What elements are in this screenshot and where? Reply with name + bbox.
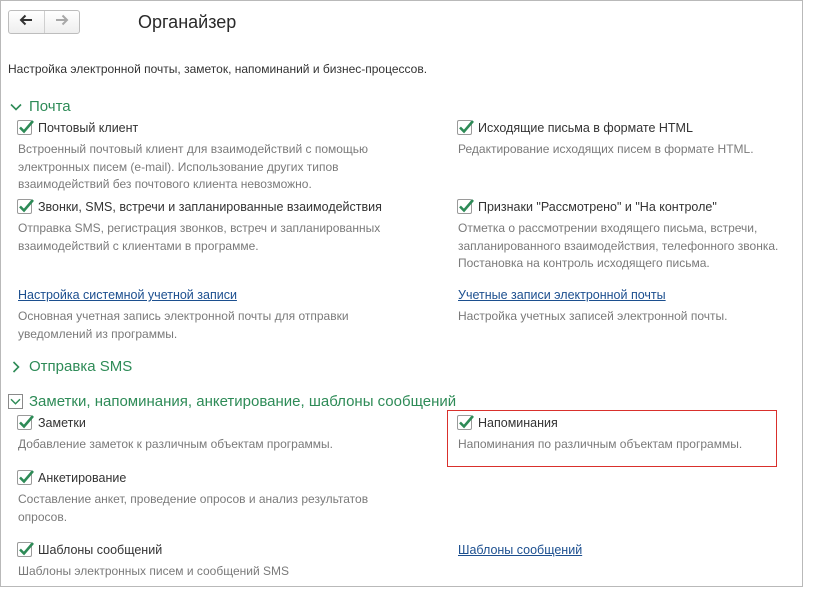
notes-note: Добавление заметок к различным объектам программы. (18, 437, 333, 451)
calls-checkbox[interactable] (17, 199, 32, 214)
calls-label: Звонки, SMS, встречи и запланированные взаимодействия (38, 199, 382, 214)
templates-checkbox[interactable] (17, 542, 32, 557)
mail-client-checkbox[interactable] (17, 120, 32, 135)
arrow-right-icon (55, 13, 69, 31)
notes-label: Заметки (38, 415, 86, 430)
system-account-note: Основная учетная запись электронной почты для отправки уведомлений из программы. (18, 309, 349, 341)
html-letters-label: Исходящие письма в формате HTML (478, 120, 693, 135)
section-mail-label: Почта (29, 98, 71, 115)
system-account-link[interactable]: Настройка системной учетной записи (18, 288, 237, 302)
surveys-label: Анкетирование (38, 470, 127, 485)
chevron-down-icon (9, 100, 23, 114)
chevron-down-icon (8, 394, 23, 409)
arrow-left-icon (19, 13, 33, 31)
navigation-buttons (8, 10, 80, 34)
surveys-note: Составление анкет, проведение опросов и анализ результатов опросов. (18, 492, 369, 524)
html-letters-checkbox[interactable] (457, 120, 472, 135)
mail-client-label: Почтовый клиент (38, 120, 139, 135)
flags-checkbox[interactable] (457, 199, 472, 214)
notes-option[interactable] (17, 415, 86, 430)
section-sms-label: Отправка SMS (29, 358, 133, 375)
section-notes-label: Заметки, напоминания, анкетирование, шаблоны сообщений (29, 393, 457, 410)
flags-label: Признаки "Рассмотрено" и "На контроле" (478, 199, 717, 214)
forward-button[interactable] (44, 11, 80, 33)
flags-option[interactable] (457, 199, 717, 214)
notes-checkbox[interactable] (17, 415, 32, 430)
mail-client-option[interactable] (17, 120, 138, 135)
calls-option[interactable] (17, 199, 382, 214)
reminders-checkbox[interactable] (457, 415, 472, 430)
reminders-label: Напоминания (478, 415, 558, 430)
chevron-right-icon (9, 360, 23, 374)
html-letters-note: Редактирование исходящих писем в формате HTML. (458, 142, 754, 156)
page-title: Органайзер (138, 12, 237, 32)
mail-client-note: Встроенный почтовый клиент для взаимодействий с помощью электронных писем (e-mail). Использование других типов взаимодействий без почтового клиента невозможно. (18, 142, 369, 191)
flags-note: Отметка о рассмотрении входящего письма, встречи, запланированного взаимодействия, телефонного звонка. Постановка на контроль исходящего письма. (458, 221, 779, 270)
section-sms-header[interactable] (9, 358, 132, 375)
templates-option[interactable] (17, 542, 162, 557)
email-accounts-link[interactable]: Учетные записи электронной почты (458, 288, 666, 302)
templates-link[interactable]: Шаблоны сообщений (458, 543, 583, 557)
templates-label: Шаблоны сообщений (38, 542, 163, 557)
templates-note: Шаблоны электронных писем и сообщений SMS (18, 564, 290, 578)
surveys-option[interactable] (17, 470, 126, 485)
reminders-option[interactable] (457, 415, 558, 430)
page-description: Настройка электронной почты, заметок, напоминаний и бизнес-процессов. (8, 62, 428, 76)
section-mail-header[interactable] (9, 98, 71, 115)
back-button[interactable] (9, 11, 44, 33)
section-notes-header[interactable] (8, 393, 456, 410)
surveys-checkbox[interactable] (17, 470, 32, 485)
email-accounts-note: Настройка учетных записей электронной почты. (458, 309, 728, 323)
html-letters-option[interactable] (457, 120, 693, 135)
reminders-note: Напоминания по различным объектам программы. (458, 437, 743, 451)
calls-note: Отправка SMS, регистрация звонков, встреч и запланированных взаимодействий с клиентами в программе. (18, 221, 381, 253)
